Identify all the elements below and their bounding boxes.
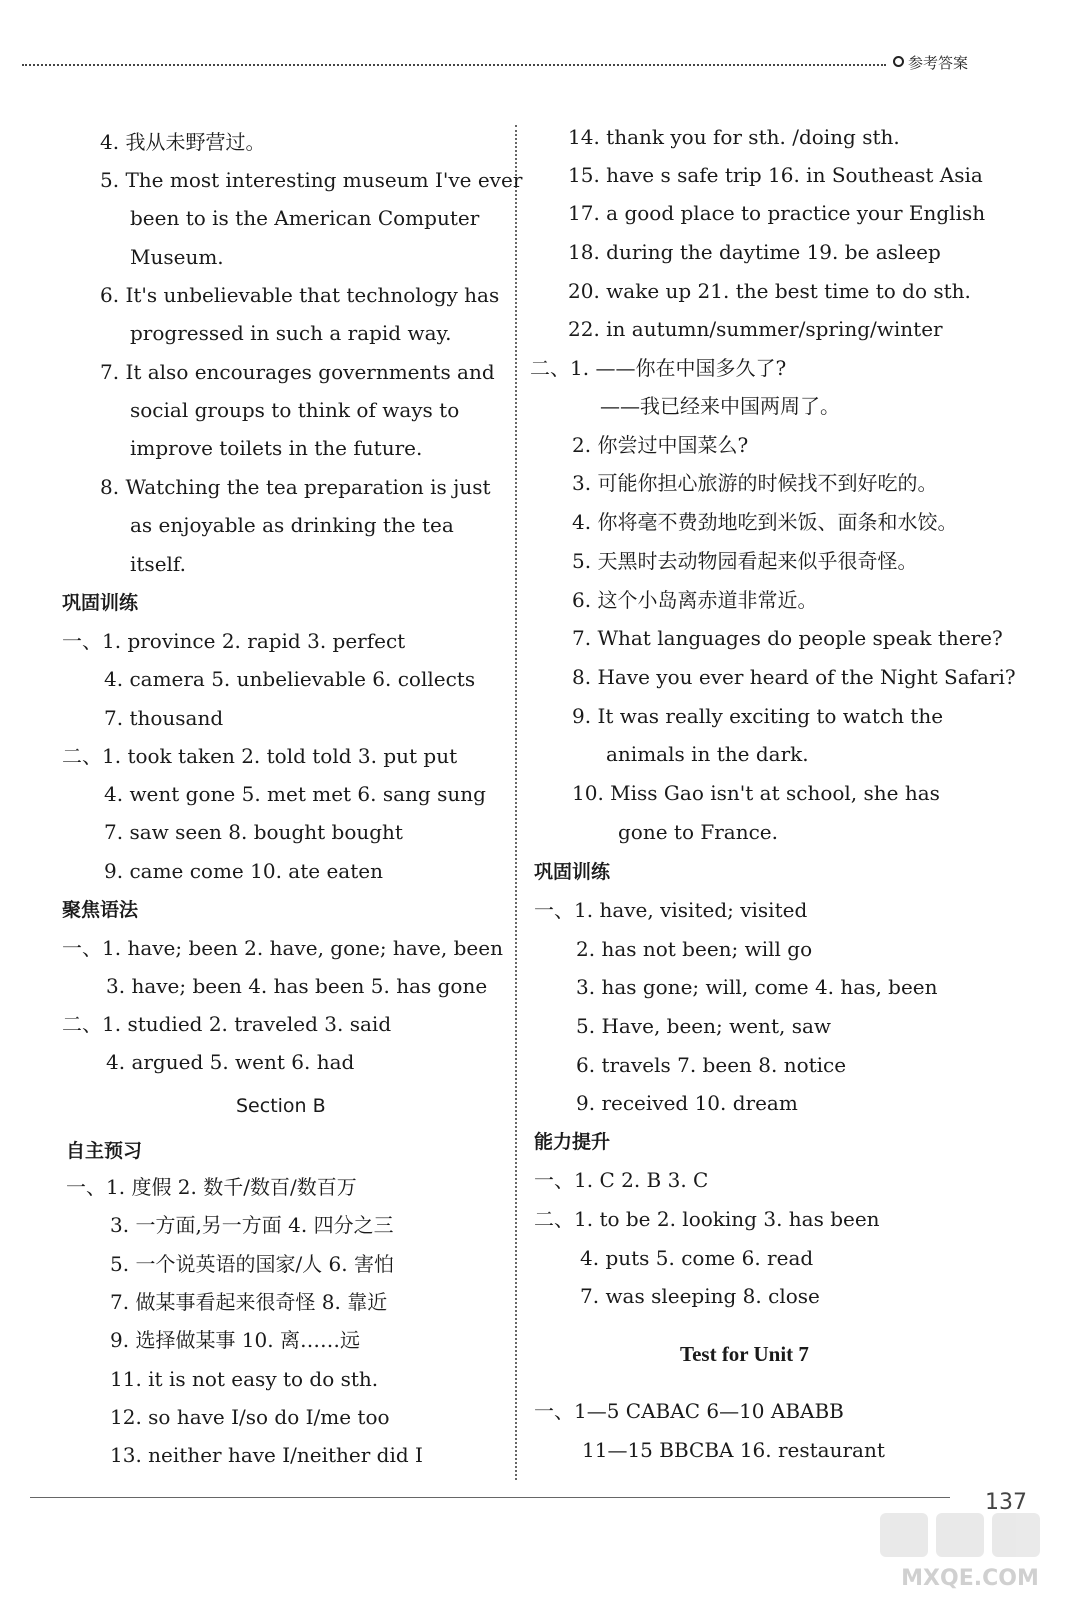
watermark-svg: [870, 1505, 1070, 1595]
right_column-answer-line: 一、1—5 CABAC 6—10 ABABB: [534, 1399, 844, 1423]
left_column-answer-line: 11. it is not easy to do sth.: [110, 1367, 379, 1391]
left_column-answer-line: 二、1. studied 2. traveled 3. said: [62, 1012, 392, 1036]
left_column-answer-line: 二、1. took taken 2. told told 3. put put: [62, 744, 458, 768]
left_column-answer-line: 7. saw seen 8. bought bought: [104, 820, 403, 844]
right_column-answer-line: 2. 你尝过中国菜么?: [572, 433, 749, 457]
left_column-answer-line: 4. camera 5. unbelievable 6. collects: [104, 667, 476, 691]
left_column-heading: 巩固训练: [62, 592, 139, 614]
right_column-answer-line: 2. has not been; will go: [576, 937, 813, 961]
left_column-heading: 聚焦语法: [62, 899, 139, 921]
column-divider: [515, 125, 517, 1480]
left_column-answer-line: 5. The most interesting museum I've ever: [100, 168, 523, 192]
page-number: 137: [985, 1490, 1027, 1515]
right_column-answer-line: 6. travels 7. been 8. notice: [576, 1053, 847, 1077]
left_column-answer-line: 7. 做某事看起来很奇怪 8. 靠近: [110, 1290, 388, 1314]
left_column-answer-line: progressed in such a rapid way.: [130, 321, 452, 345]
left_column-answer-line: 一、1. have; been 2. have, gone; have, been: [62, 936, 503, 960]
left_column-answer-line: 4. argued 5. went 6. had: [106, 1050, 355, 1074]
left_column-answer-line: as enjoyable as drinking the tea: [130, 513, 454, 537]
right_column-answer-line: 二、1. to be 2. looking 3. has been: [534, 1207, 880, 1231]
right_column-answer-line: 7. was sleeping 8. close: [580, 1284, 820, 1308]
right_column-answer-line: animals in the dark.: [606, 742, 809, 766]
right_column-answer-line: 10. Miss Gao isn't at school, she has: [572, 781, 940, 805]
left_column-answer-line: Museum.: [130, 245, 224, 269]
right_column-answer-line: 22. in autumn/summer/spring/winter: [568, 317, 943, 341]
header-dotted-rule: [22, 64, 886, 66]
right_column-answer-line: 一、1. have, visited; visited: [534, 898, 808, 922]
left_column-answer-line: 一、1. province 2. rapid 3. perfect: [62, 629, 406, 653]
left_column-answer-line: 12. so have I/so do I/me too: [110, 1405, 390, 1429]
left_column-answer-line: 7. thousand: [104, 706, 224, 730]
left_column-answer-line: 一、1. 度假 2. 数千/数百/数百万: [66, 1175, 357, 1199]
target-dot-icon: [893, 56, 904, 67]
right_column-answer-line: 11—15 BBCBA 16. restaurant: [582, 1438, 885, 1462]
right_column-answer-line: gone to France.: [618, 820, 778, 844]
right_column-answer-line: 6. 这个小岛离赤道非常近。: [572, 588, 818, 612]
right_column-answer-line: 7. What languages do people speak there?: [572, 626, 1003, 650]
right_column-answer-line: 4. puts 5. come 6. read: [580, 1246, 814, 1270]
left_column-answer-line: 13. neither have I/neither did I: [110, 1443, 423, 1467]
right_column-answer-line: 15. have s safe trip 16. in Southeast Asia: [568, 163, 983, 187]
right_column-answer-line: 18. during the daytime 19. be asleep: [568, 240, 941, 264]
right_column-answer-line: 3. 可能你担心旅游的时候找不到好吃的。: [572, 471, 938, 495]
right_column-answer-line: 9. It was really exciting to watch the: [572, 704, 944, 728]
left_column-answer-line: 5. 一个说英语的国家/人 6. 害怕: [110, 1252, 394, 1276]
left_column-answer-line: social groups to think of ways to: [130, 398, 460, 422]
left_column-answer-line: 4. 我从未野营过。: [100, 130, 266, 154]
watermark-text: MXQE.COM: [901, 1566, 1039, 1591]
right_column-heading: 巩固训练: [534, 861, 611, 883]
header-label: [893, 52, 968, 73]
right_column-answer-line: 8. Have you ever heard of the Night Safari?: [572, 665, 1016, 689]
right_column-answer-line: ——我已经来中国两周了。: [600, 394, 840, 418]
left_column-answer-line: improve toilets in the future.: [130, 436, 423, 460]
watermark-logo: [870, 1505, 1070, 1595]
left_column-section-title: Section B: [236, 1095, 326, 1117]
right_column-answer-line: 3. has gone; will, come 4. has, been: [576, 975, 938, 999]
left_column-answer-line: 3. have; been 4. has been 5. has gone: [106, 974, 488, 998]
right_column-answer-line: 9. received 10. dream: [576, 1091, 798, 1115]
left_column-answer-line: been to is the American Computer: [130, 206, 480, 230]
right_column-answer-line: 二、1. ——你在中国多久了?: [530, 356, 787, 380]
right_column-answer-line: 20. wake up 21. the best time to do sth.: [568, 279, 971, 303]
right_column-answer-line: 17. a good place to practice your English: [568, 201, 986, 225]
left_column-answer-line: 7. It also encourages governments and: [100, 360, 495, 384]
left_column-answer-line: 4. went gone 5. met met 6. sang sung: [104, 782, 486, 806]
right_column-test-title: Test for Unit 7: [680, 1342, 809, 1366]
left_column-answer-line: 6. It's unbelievable that technology has: [100, 283, 500, 307]
right_column-heading: 能力提升: [534, 1131, 611, 1153]
left_column-answer-line: 9. came come 10. ate eaten: [104, 859, 383, 883]
right_column-answer-line: 5. 天黑时去动物园看起来似乎很奇怪。: [572, 549, 918, 573]
left_column-heading: 自主预习: [66, 1140, 143, 1162]
left_column-answer-line: 9. 选择做某事 10. 离……远: [110, 1328, 360, 1352]
left_column-answer-line: 8. Watching the tea preparation is just: [100, 475, 491, 499]
right_column-answer-line: 4. 你将毫不费劲地吃到米饭、面条和水饺。: [572, 510, 958, 534]
right_column-answer-line: 14. thank you for sth. /doing sth.: [568, 125, 900, 149]
footer-rule: [30, 1497, 950, 1498]
header-text: 参考答案: [908, 54, 969, 72]
left_column-answer-line: 3. 一方面,另一方面 4. 四分之三: [110, 1213, 394, 1237]
left_column-answer-line: itself.: [130, 552, 186, 576]
right_column-answer-line: 5. Have, been; went, saw: [576, 1014, 831, 1038]
right_column-answer-line: 一、1. C 2. B 3. C: [534, 1168, 709, 1192]
